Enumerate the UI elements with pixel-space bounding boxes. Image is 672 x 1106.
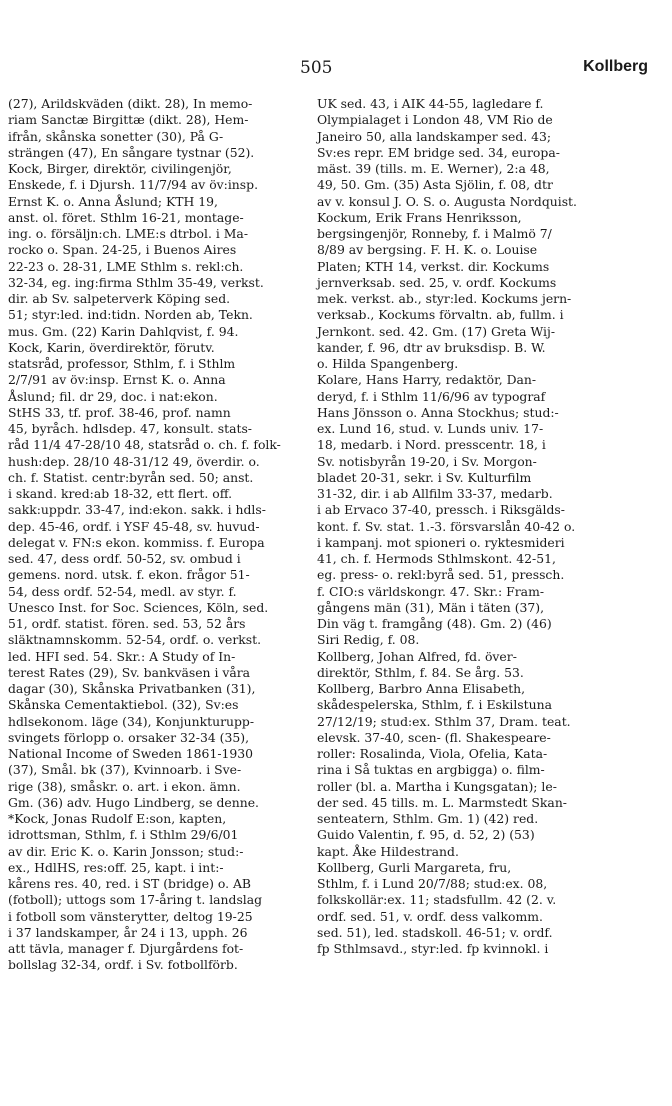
- text-line: Kollberg, Barbro Anna Elisabeth,: [317, 681, 526, 696]
- text-line: eg. press- o. rekl:byrå sed. 51, pressch.: [317, 567, 565, 583]
- text-line: folkskollär:ex. 11; stadsfullm. 42 (2. v.: [317, 892, 557, 908]
- running-head: Kollberg: [583, 58, 648, 75]
- text-line: Unesco Inst. for Soc. Sciences, Köln, sed.: [8, 599, 269, 615]
- text-line: 22-23 o. 28-31, LME Sthlm s. rekl:ch.: [8, 258, 244, 274]
- text-line: Kollberg, Gurli Margareta, fru,: [317, 859, 512, 875]
- page-header: [0, 58, 672, 82]
- text-line: f. CIO:s världskongr. 47. Skr.: Fram-: [317, 583, 545, 599]
- text-line: National Income of Sweden 1861-1930: [8, 746, 254, 761]
- text-line: sed. 47, dess ordf. 50-52, sv. ombud i: [8, 551, 241, 566]
- text-line: ifrån, skånska sonetter (30), På G-: [8, 128, 224, 144]
- text-line: Kolare, Hans Harry, redaktör, Dan-: [317, 372, 537, 388]
- text-line: strängen (47), En sångare tystnar (52).: [8, 144, 255, 160]
- text-line: bollslag 32-34, ordf. i Sv. fotbollförb.: [8, 957, 238, 973]
- text-line: Platen; KTH 14, verkst. dir. Kockums: [317, 258, 550, 274]
- text-line: svingets förlopp o. orsaker 32-34 (35),: [8, 729, 250, 745]
- text-line: ex. Lund 16, stud. v. Lunds univ. 17-: [317, 421, 544, 436]
- text-line: 49, 50. Gm. (35) Asta Sjölin, f. 08, dtr: [317, 177, 553, 193]
- text-line: 31-32, dir. i ab Allfilm 33-37, medarb.: [317, 486, 553, 501]
- text-line: idrottsman, Sthlm, f. i Sthlm 29/6/01: [8, 827, 239, 843]
- text-line: mek. verkst. ab., styr:led. Kockums jern-: [317, 291, 572, 306]
- text-line: statsråd, professor, Sthlm, f. i Sthlm: [8, 356, 236, 371]
- text-line: UK sed. 43, i AIK 44-55, lagledare f.: [317, 96, 544, 111]
- text-line: fp Sthlmsavd., styr:led. fp kvinnokl. i: [317, 941, 549, 956]
- text-line: Jernkont. sed. 42. Gm. (17) Greta Wij-: [317, 323, 556, 339]
- text-line: Sthlm, f. i Lund 20/7/88; stud:ex. 08,: [317, 876, 548, 891]
- text-line: Guido Valentin, f. 95, d. 52, 2) (53): [317, 827, 535, 843]
- text-line: gemens. nord. utsk. f. ekon. frågor 51-: [8, 567, 250, 583]
- text-line: 54, dess ordf. 52-54, medl. av styr. f.: [8, 583, 237, 599]
- text-line: Gm. (36) adv. Hugo Lindberg, se denne.: [8, 794, 259, 810]
- text-line: Kockum, Erik Frans Henriksson,: [317, 209, 522, 225]
- text-line: att tävla, manager f. Djurgårdens fot-: [8, 941, 244, 956]
- text-line: i skand. kred:ab 18-32, ett flert. off.: [8, 486, 233, 501]
- text-line: StHS 33, tf. prof. 38-46, prof. namn: [8, 404, 231, 420]
- text-line: gångens män (31), Män i täten (37),: [317, 599, 545, 615]
- text-line: *Kock, Jonas Rudolf E:son, kapten,: [8, 811, 227, 826]
- text-line: roller: Rosalinda, Viola, Ofelia, Kata-: [317, 746, 548, 761]
- text-line: dagar (30), Skånska Privatbanken (31),: [8, 681, 256, 696]
- text-line: Janeiro 50, alla landskamper sed. 43;: [317, 128, 552, 144]
- text-line: Sv. notisbyrån 19-20, i Sv. Morgon-: [317, 453, 537, 469]
- text-line: dir. ab Sv. salpeterverk Köping sed.: [8, 291, 231, 306]
- text-line: Ernst K. o. Anna Åslund; KTH 19,: [8, 193, 218, 209]
- text-line: anst. ol. föret. Sthlm 16-21, montage-: [8, 209, 244, 225]
- text-line: i kampanj. mot spioneri o. ryktesmideri: [317, 534, 565, 550]
- text-line: bergsingenjör, Ronneby, f. i Malmö 7/: [317, 226, 552, 241]
- text-line: senteatern, Sthlm. Gm. 1) (42) red.: [317, 811, 539, 826]
- text-line: ing. o. försäljn:ch. LME:s dtrbol. i Ma-: [8, 226, 249, 241]
- text-line: delegat v. FN:s ekon. kommiss. f. Europa: [8, 534, 265, 550]
- text-line: hush:dep. 28/10 48-31/12 49, överdir. o.: [8, 453, 260, 469]
- text-line: mäst. 39 (tills. m. E. Werner), 2:a 48,: [317, 161, 550, 176]
- page-number: 505: [300, 58, 333, 78]
- text-line: kårens res. 40, red. i ST (bridge) o. AB: [8, 876, 252, 891]
- text-line: led. HFI sed. 54. Skr.: A Study of In-: [8, 648, 236, 664]
- text-line: rina i Så tuktas en argbigga) o. film-: [317, 762, 545, 778]
- text-line: ordf. sed. 51, v. ordf. dess valkomm.: [317, 908, 543, 924]
- text-line: der sed. 45 tills. m. L. Marmstedt Skan-: [317, 794, 567, 810]
- text-line: riam Sanctæ Birgittæ (dikt. 28), Hem-: [8, 112, 249, 128]
- text-line: rocko o. Span. 24-25, i Buenos Aires: [8, 242, 237, 258]
- left-column: [8, 96, 304, 974]
- text-line: 51, ordf. statist. fören. sed. 53, 52 års: [8, 616, 246, 631]
- text-line: direktör, Sthlm, f. 84. Se årg. 53.: [317, 664, 524, 680]
- text-line: rige (38), småskr. o. art. i ekon. ämn.: [8, 778, 241, 794]
- text-line: 2/7/91 av öv:insp. Ernst K. o. Anna: [8, 372, 226, 388]
- text-line: skådespelerska, Sthlm, f. i Eskilstuna: [317, 697, 552, 713]
- text-line: i fotboll som vänsterytter, deltog 19-25: [8, 908, 253, 924]
- text-line: kander, f. 96, dtr av bruksdisp. B. W.: [317, 339, 546, 355]
- text-line: kapt. Åke Hildestrand.: [317, 843, 459, 859]
- text-line: råd 11/4 47-28/10 48, statsråd o. ch. f. folk-: [8, 437, 281, 453]
- text-line: o. Hilda Spangenberg.: [317, 356, 459, 371]
- text-line: kont. f. Sv. stat. 1.-3. försvarslån 40-42 o.: [317, 518, 576, 534]
- text-line: Siri Redig, f. 08.: [317, 632, 420, 648]
- text-line: ch. f. Statist. centr:byrån sed. 50; anst.: [8, 469, 254, 485]
- text-line: mus. Gm. (22) Karin Dahlqvist, f. 94.: [8, 323, 239, 339]
- text-line: deryd, f. i Sthlm 11/6/96 av typograf: [317, 388, 546, 404]
- text-line: hdlsekonom. läge (34), Konjunkturupp-: [8, 713, 255, 729]
- text-line: Din väg t. framgång (48). Gm. 2) (46): [317, 616, 552, 631]
- text-line: 45, byråch. hdlsdep. 47, konsult. stats-: [8, 421, 252, 436]
- right-column: [317, 96, 613, 957]
- text-line: Skånska Cementaktiebol. (32), Sv:es: [8, 697, 239, 713]
- text-line: 32-34, eg. ing:firma Sthlm 35-49, verkst.: [8, 274, 264, 290]
- text-line: 51; styr:led. ind:tidn. Norden ab, Tekn.: [8, 307, 253, 323]
- text-line: Kock, Birger, direktör, civilingenjör,: [8, 161, 232, 176]
- text-line: Åslund; fil. dr 29, doc. i nat:ekon.: [8, 388, 218, 404]
- text-line: 27/12/19; stud:ex. Sthlm 37, Dram. teat.: [317, 713, 571, 729]
- text-line: 8/89 av bergsing. F. H. K. o. Louise: [317, 242, 538, 258]
- text-line: sakk:uppdr. 33-47, ind:ekon. sakk. i hdls-: [8, 502, 266, 518]
- text-line: 18, medarb. i Nord. presscentr. 18, i: [317, 437, 546, 453]
- text-line: roller (bl. a. Martha i Kungsgatan); le-: [317, 778, 557, 794]
- text-line: 41, ch. f. Hermods Sthlmskont. 42-51,: [317, 551, 556, 566]
- text-line: i 37 landskamper, år 24 i 13, upph. 26: [8, 924, 248, 940]
- text-line: (37), Smål. bk (37), Kvinnoarb. i Sve-: [8, 762, 242, 778]
- text-line: jernverksab. sed. 25, v. ordf. Kockums: [317, 274, 557, 290]
- text-line: av dir. Eric K. o. Karin Jonsson; stud:-: [8, 843, 244, 859]
- text-line: Kock, Karin, överdirektör, förutv.: [8, 339, 215, 355]
- text-line: Kollberg, Johan Alfred, fd. över-: [317, 648, 517, 664]
- text-line: släktnamnskomm. 52-54, ordf. o. verkst.: [8, 632, 262, 648]
- text-line: bladet 20-31, sekr. i Sv. Kulturfilm: [317, 469, 532, 485]
- text-line: elevsk. 37-40, scen- (fl. Shakespeare-: [317, 729, 551, 745]
- text-line: dep. 45-46, ordf. i YSF 45-48, sv. huvud-: [8, 518, 260, 534]
- text-line: ex., HdlHS, res:off. 25, kapt. i int:-: [8, 859, 224, 875]
- text-line: i ab Ervaco 37-40, pressch. i Riksgälds-: [317, 502, 565, 518]
- text-line: Hans Jönsson o. Anna Stockhus; stud:-: [317, 404, 559, 420]
- text-line: (fotboll); uttogs som 17-åring t. landslag: [8, 892, 263, 908]
- text-line: Sv:es repr. EM bridge sed. 34, europa-: [317, 144, 560, 160]
- text-line: av v. konsul J. O. S. o. Augusta Nordquist.: [317, 193, 577, 209]
- text-line: sed. 51), led. stadskoll. 46-51; v. ordf.: [317, 924, 553, 940]
- text-line: Enskede, f. i Djursh. 11/7/94 av öv:insp.: [8, 177, 259, 193]
- text-line: (27), Arildskväden (dikt. 28), In memo-: [8, 96, 253, 111]
- text-line: verksab., Kockums förvaltn. ab, fullm. i: [317, 307, 564, 323]
- text-line: terest Rates (29), Sv. bankväsen i våra: [8, 664, 251, 680]
- text-line: Olympialaget i London 48, VM Rio de: [317, 112, 553, 128]
